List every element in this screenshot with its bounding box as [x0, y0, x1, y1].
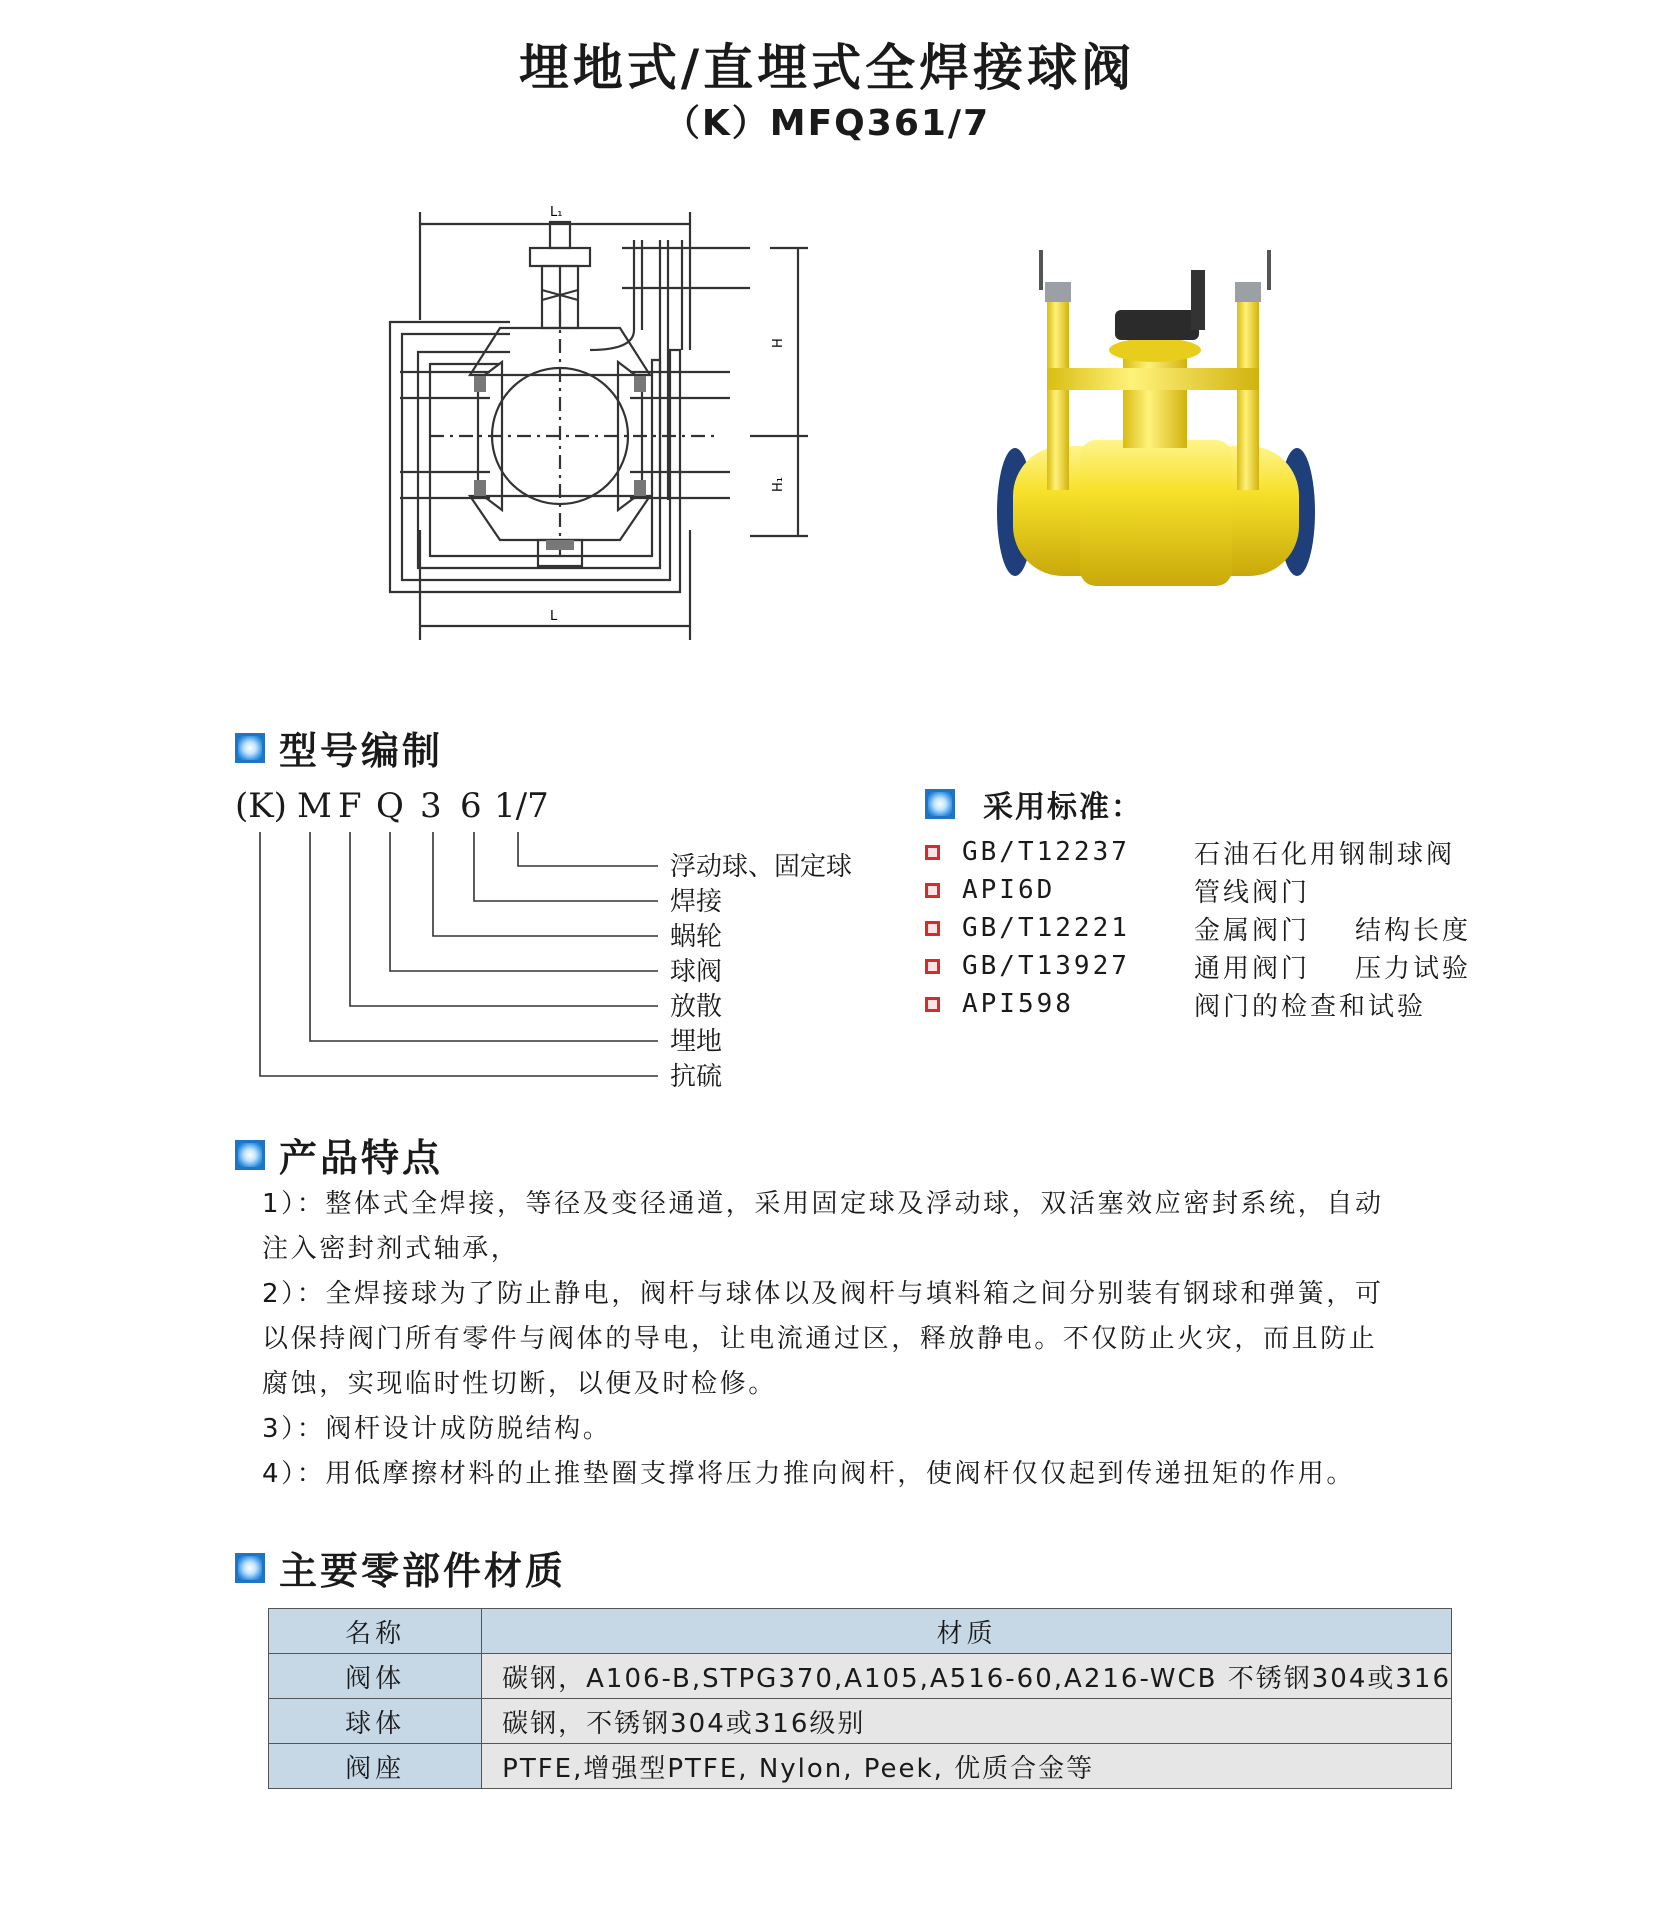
code-label-sour-resistant: 抗硫 — [670, 1062, 723, 1092]
code-label-worm-gear: 蜗轮 — [670, 922, 723, 952]
code-part-6: 6 — [460, 786, 482, 826]
materials-heading: 主要零部件材质 — [235, 1540, 566, 1595]
page-title: 埋地式/直埋式全焊接球阀 — [518, 39, 1136, 97]
model-section-heading: 型号编制 — [235, 720, 443, 775]
code-part-k: (K) — [235, 786, 287, 826]
section-square-icon — [235, 1553, 265, 1583]
dim-label-h1: H₁ — [771, 477, 786, 492]
red-square-bullet-icon — [925, 997, 940, 1012]
section-square-icon — [235, 1140, 265, 1170]
section-square-icon — [925, 789, 955, 819]
feature-line: 1）：整体式全焊接，等径及变径通道，采用固定球及浮动球，双活塞效应密封系统，自动 — [262, 1189, 1384, 1219]
part-name: 阀座 — [269, 1744, 482, 1789]
part-material: 碳钢，A106-B,STPG370,A105,A516-60,A216-WCB 不锈钢304或316 — [482, 1654, 1452, 1699]
standard-row: GB/T13927 通用阀门 压力试验 — [925, 948, 1471, 984]
code-part-3: 3 — [420, 786, 442, 826]
feature-line: 腐蚀，实现临时性切断，以便及时检修。 — [262, 1369, 777, 1399]
feature-line: 2）：全焊接球为了防止静电，阀杆与球体以及阀杆与填料箱之间分别装有钢球和弹簧，可 — [262, 1279, 1384, 1309]
dim-label-l: L — [550, 609, 558, 624]
dim-label-l1: L₁ — [550, 205, 563, 220]
model-subtitle: （K）MFQ361/7 — [663, 103, 991, 144]
standard-row: API6D 管线阀门 — [925, 872, 1310, 908]
table-row — [269, 1744, 1452, 1789]
red-square-bullet-icon — [925, 845, 940, 860]
code-part-m: M — [297, 786, 332, 826]
materials-table — [268, 1608, 1452, 1789]
standard-row: API598 阀门的检查和试验 — [925, 986, 1426, 1022]
feature-line: 3）：阀杆设计成防脱结构。 — [262, 1414, 612, 1444]
feature-line: 4）：用低摩擦材料的止推垫圈支撑将压力推向阀杆，使阀杆仅仅起到传递扭矩的作用。 — [262, 1459, 1355, 1489]
code-label-ball-valve: 球阀 — [670, 957, 723, 987]
code-part-q: Q — [376, 786, 404, 826]
code-part-1-7: 1/7 — [494, 786, 549, 826]
code-label-vent: 放散 — [670, 992, 723, 1022]
feature-line: 注入密封剂式轴承， — [262, 1234, 520, 1264]
table-header-row — [269, 1609, 1452, 1654]
red-square-bullet-icon — [925, 883, 940, 898]
part-name: 阀体 — [269, 1654, 482, 1699]
red-square-bullet-icon — [925, 959, 940, 974]
standard-row: GB/T12221 金属阀门 结构长度 — [925, 910, 1471, 946]
dim-label-h: H — [771, 338, 786, 348]
part-material: PTFE,增强型PTFE, Nylon, Peek, 优质合金等 — [482, 1744, 1452, 1789]
feature-line: 以保持阀门所有零件与阀体的导电，让电流通过区，释放静电。不仅防止火灾，而且防止 — [262, 1324, 1378, 1354]
column-header-material: 材质 — [482, 1609, 1452, 1654]
code-part-f: F — [338, 786, 362, 826]
table-row — [269, 1654, 1452, 1699]
part-name: 球体 — [269, 1699, 482, 1744]
standards-heading: 采用标准： — [925, 782, 1143, 826]
code-label-buried: 埋地 — [670, 1027, 723, 1057]
part-material: 碳钢，不锈钢304或316级别 — [482, 1699, 1452, 1744]
features-heading: 产品特点 — [235, 1127, 443, 1182]
standard-row: GB/T12237 石油石化用钢制球阀 — [925, 834, 1455, 870]
code-label-ball-type: 浮动球、固定球 — [670, 852, 853, 882]
code-label-welded: 焊接 — [670, 887, 723, 917]
column-header-name: 名称 — [269, 1609, 482, 1654]
table-row — [269, 1699, 1452, 1744]
red-square-bullet-icon — [925, 921, 940, 936]
